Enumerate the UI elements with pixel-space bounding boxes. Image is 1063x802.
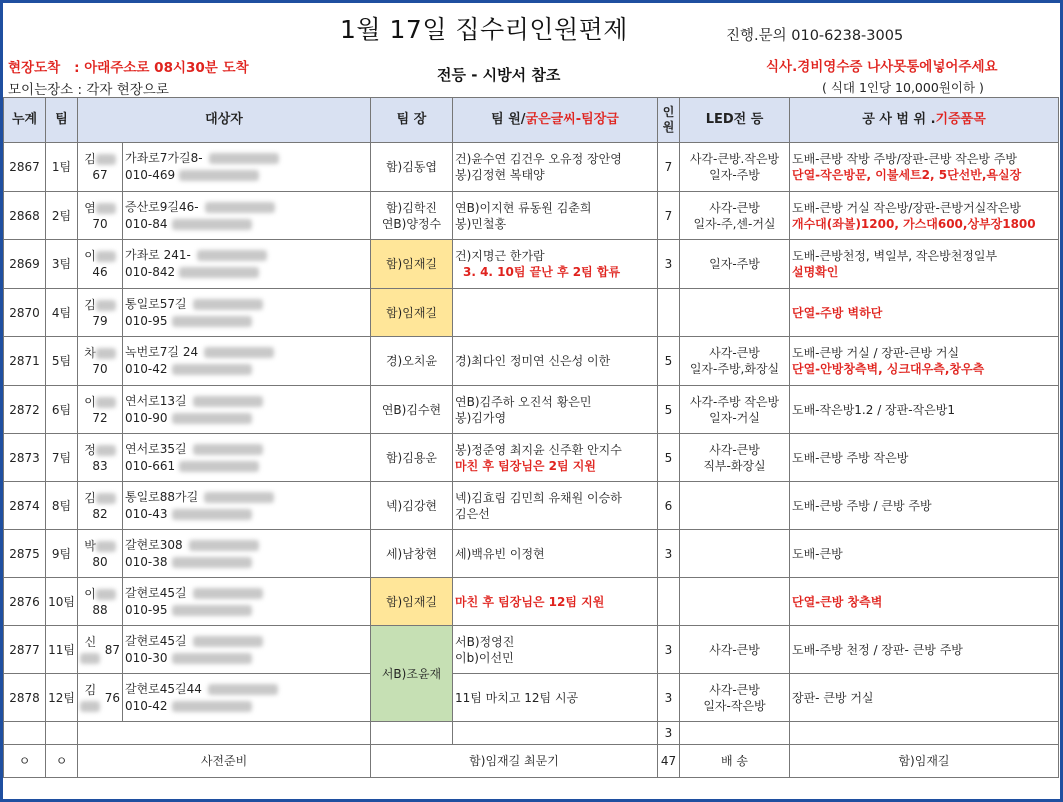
- empty-cell: [680, 722, 790, 745]
- recipient-name: 정: [84, 442, 96, 457]
- redacted-phone: [172, 605, 252, 616]
- redacted-phone: [172, 413, 252, 424]
- members-cell: [453, 289, 658, 337]
- count-cell: 6: [658, 482, 680, 530]
- members-cell: [453, 240, 658, 289]
- scope-cell: [790, 674, 1059, 722]
- scope-line-1: 도배-큰방 거실 / 장판-큰방 거실: [792, 346, 960, 360]
- team-cell: 10팀: [46, 578, 78, 626]
- col-target: 대상자: [78, 98, 371, 143]
- led-cell: 사각-큰방 일자-주방,화장실: [680, 337, 790, 386]
- count-cell: 3: [658, 674, 680, 722]
- count-cell: 5: [658, 386, 680, 434]
- redacted-address: [204, 347, 274, 358]
- address: 녹번로7길 24: [125, 345, 199, 359]
- recipient-age: 83: [92, 458, 108, 473]
- seq-cell: 2878: [4, 674, 46, 722]
- recipient-name: 박: [84, 538, 96, 553]
- recipient-age: 70: [92, 216, 108, 231]
- seq-cell: 2871: [4, 337, 46, 386]
- address: 통일로57길: [125, 296, 187, 311]
- recipient-name-cell: [78, 674, 123, 722]
- team-cell: 9팀: [46, 530, 78, 578]
- members-cell: [453, 530, 658, 578]
- seq-cell: 2873: [4, 434, 46, 482]
- empty-cell: [453, 722, 658, 745]
- recipient-name: 김: [84, 297, 96, 312]
- redacted-phone: [172, 219, 252, 230]
- leader-cell: 넥)김강현: [371, 482, 453, 530]
- address-cell: [123, 289, 371, 337]
- seq-cell: 2875: [4, 530, 46, 578]
- seq-cell: 2868: [4, 192, 46, 240]
- contact-info: 진행.문의 010-6238-3005: [726, 28, 904, 44]
- members-line-2: 마친 후 팀장님은 12팀 지원: [455, 594, 605, 609]
- redacted-name: [96, 541, 116, 552]
- count-cell: 7: [658, 192, 680, 240]
- address-cell: [123, 578, 371, 626]
- arrival-text: : 아래주소로 08시30분 도착: [74, 60, 249, 76]
- recipient-age: 72: [92, 410, 108, 425]
- scope-line-2: 단열-주방 벽하단: [792, 305, 883, 320]
- led-cell: [680, 289, 790, 337]
- table-row: [4, 482, 1059, 530]
- redacted-name: [96, 348, 116, 359]
- table-row: [4, 578, 1059, 626]
- members-line-2: 이b)이선민: [455, 650, 514, 665]
- leader-cell: 경)오치윤: [371, 337, 453, 386]
- scope-line-1: 도배-큰방 주방 / 큰방 주방: [792, 498, 932, 513]
- recipient-name: 김: [84, 682, 97, 697]
- members-cell: [453, 578, 658, 626]
- members-line-2: 마친 후 팀장님은 2팀 지원: [455, 458, 596, 473]
- address-cell: [123, 240, 371, 289]
- phone: 010-90: [125, 410, 168, 425]
- scope-cell: [790, 578, 1059, 626]
- address: 증산로9길46-: [125, 199, 199, 214]
- table-row: [4, 386, 1059, 434]
- address: 갈현로308: [125, 537, 183, 552]
- redacted-address: [193, 444, 263, 455]
- total-count: 47: [658, 745, 680, 778]
- leader-cell: 연B)김수현: [371, 386, 453, 434]
- address-cell: [123, 674, 371, 722]
- recipient-name: 이: [84, 586, 96, 601]
- redacted-address: [208, 684, 278, 695]
- count-cell: 3: [658, 240, 680, 289]
- redacted-name: [96, 445, 116, 456]
- scope-line-2: 단열-작은방문, 이불세트2, 5단선반,욕실장: [792, 168, 1022, 182]
- members-line-2: 봉)김정현 복태양: [455, 168, 545, 182]
- redacted-address: [189, 540, 259, 551]
- recipient-age: 82: [92, 506, 108, 521]
- leader-cell: 함)임재길: [371, 578, 453, 626]
- scope-line-1: 도배-큰방천정, 벽일부, 작은방천정일부: [792, 249, 998, 263]
- leader-cell: 세)남창현: [371, 530, 453, 578]
- col-members: 팀 원/굵은글씨-팀장급: [453, 98, 658, 143]
- prep-label: 사전준비: [78, 745, 371, 778]
- recipient-age: 80: [92, 554, 108, 569]
- address: 갈현로45길: [125, 633, 187, 648]
- address-cell: [123, 192, 371, 240]
- table-row: [4, 626, 1059, 674]
- team-cell: 11팀: [46, 626, 78, 674]
- team-cell: 8팀: [46, 482, 78, 530]
- members-cell: [453, 386, 658, 434]
- address-cell: [123, 482, 371, 530]
- leader-cell: 서B)조윤재: [371, 626, 453, 722]
- scope-line-1: 도배-주방 천정 / 장판- 큰방 주방: [792, 642, 963, 657]
- leader-cell: 함)임재길: [371, 289, 453, 337]
- address-cell: [123, 434, 371, 482]
- scope-line-1: 도배-큰방 주방 작은방: [792, 450, 909, 465]
- spacer-count: 3: [658, 722, 680, 745]
- col-team: 팀: [46, 98, 78, 143]
- seq-cell: 2867: [4, 143, 46, 192]
- members-cell: [453, 337, 658, 386]
- empty-cell: [371, 722, 453, 745]
- redacted-name: [96, 203, 116, 214]
- address-cell: [123, 143, 371, 192]
- recipient-name-cell: [78, 240, 123, 289]
- recipient-name-cell: [78, 192, 123, 240]
- members-line-1: 연B)이지현 류동원 김춘희: [455, 200, 592, 215]
- led-cell: [680, 578, 790, 626]
- recipient-name: 김: [84, 490, 96, 505]
- redacted-name: [96, 300, 116, 311]
- assignment-table: [3, 97, 1059, 778]
- count-cell: [658, 289, 680, 337]
- led-cell: 사각-주방 작은방 일자-거실: [680, 386, 790, 434]
- phone: 010-95: [125, 602, 168, 617]
- scope-line-1: 도배-큰방 거실 작은방/장판-큰방거실작은방: [792, 200, 1021, 215]
- count-cell: 3: [658, 626, 680, 674]
- recipient-name-cell: [78, 337, 123, 386]
- col-leader: 팀 장: [371, 98, 453, 143]
- redacted-name: [96, 154, 116, 165]
- table-row: [4, 143, 1059, 192]
- scope-cell: [790, 192, 1059, 240]
- recipient-name-cell: [78, 434, 123, 482]
- recipient-age: 87: [104, 642, 120, 657]
- led-cell: 사각-큰방: [680, 626, 790, 674]
- members-cell: [453, 192, 658, 240]
- redacted-address: [209, 153, 279, 164]
- members-cell: [453, 674, 658, 722]
- recipient-name-cell: [78, 626, 123, 674]
- recipient-age: 67: [92, 168, 108, 182]
- scope-cell: [790, 240, 1059, 289]
- team-cell: 1팀: [46, 143, 78, 192]
- team-cell: 3팀: [46, 240, 78, 289]
- recipient-age: 79: [92, 313, 108, 328]
- recipient-name-cell: [78, 143, 123, 192]
- team-cell: 7팀: [46, 434, 78, 482]
- phone: 010-84: [125, 216, 168, 231]
- phone: 010-42: [125, 362, 168, 376]
- redacted-phone: [172, 364, 252, 375]
- scope-line-2: 단열-안방창측벽, 싱크대우측,창우측: [792, 362, 985, 376]
- phone: 010-661: [125, 458, 176, 473]
- footer-c1: ㅇ: [4, 745, 46, 778]
- leader-cell: 함)임재길: [371, 240, 453, 289]
- seq-cell: 2872: [4, 386, 46, 434]
- recipient-name: 이: [84, 249, 96, 263]
- recipient-name-cell: [78, 386, 123, 434]
- recipient-name: 차: [84, 346, 96, 360]
- table-row: [4, 674, 1059, 722]
- phone: 010-842: [125, 265, 176, 279]
- members-line-1: 서B)정영진: [455, 634, 515, 649]
- redacted-name: [96, 251, 116, 262]
- members-line-2: 봉)김가영: [455, 410, 507, 425]
- delivery-label: 배 송: [680, 745, 790, 778]
- members-cell: [453, 143, 658, 192]
- members-line-1: 11팀 마치고 12팀 시공: [455, 690, 579, 705]
- count-cell: 7: [658, 143, 680, 192]
- seq-cell: 2876: [4, 578, 46, 626]
- address: 통일로88가길: [125, 489, 199, 504]
- phone: 010-95: [125, 313, 168, 328]
- members-line-1: 건)지명근 한가람: [455, 249, 545, 263]
- scope-cell: [790, 143, 1059, 192]
- members-cell: [453, 434, 658, 482]
- redacted-phone: [172, 557, 252, 568]
- redacted-phone: [172, 316, 252, 327]
- col-seq: 누계: [4, 98, 46, 143]
- led-cell: 사각-큰방 일자-주,센-거실: [680, 192, 790, 240]
- led-cell: 일자-주방: [680, 240, 790, 289]
- team-cell: 2팀: [46, 192, 78, 240]
- seq-cell: 2877: [4, 626, 46, 674]
- spacer-row: [4, 722, 1059, 745]
- recipient-age: 70: [92, 362, 108, 376]
- table-row: [4, 289, 1059, 337]
- redacted-name: [96, 397, 116, 408]
- address-cell: [123, 337, 371, 386]
- phone: 010-38: [125, 554, 168, 569]
- count-cell: 5: [658, 434, 680, 482]
- address-cell: [123, 386, 371, 434]
- redacted-phone: [172, 701, 252, 712]
- recipient-name: 염: [84, 200, 96, 215]
- led-cell: 사각-큰방.작은방 일자-주방: [680, 143, 790, 192]
- shopping-person: 함)임재길 최문기: [371, 745, 658, 778]
- subtitle: 전등 - 시방서 참조: [437, 66, 561, 84]
- members-line-1: 봉)정준영 최지윤 신주환 안지수: [455, 442, 622, 457]
- col-scope: 공 사 범 위 .기증품목: [790, 98, 1059, 143]
- redacted-address: [193, 396, 263, 407]
- table-row: [4, 240, 1059, 289]
- redacted-address: [197, 250, 267, 261]
- redacted-name: [80, 701, 100, 712]
- recipient-name-cell: [78, 530, 123, 578]
- redacted-address: [204, 492, 274, 503]
- footer-c2: ㅇ: [46, 745, 78, 778]
- col-count: 인원: [658, 98, 680, 143]
- phone: 010-30: [125, 650, 168, 665]
- scope-cell: [790, 626, 1059, 674]
- address-cell: [123, 530, 371, 578]
- members-line-1: 경)최다인 정미연 신은성 이한: [455, 354, 611, 368]
- members-line-2: 봉)민철홍: [455, 216, 507, 231]
- scope-line-1: 도배-작은방1.2 / 장판-작은방1: [792, 402, 955, 417]
- empty-cell: [790, 722, 1059, 745]
- meal-limit: ( 식대 1인당 10,000원이하 ): [822, 80, 984, 95]
- members-cell: [453, 482, 658, 530]
- address: 가좌로 241-: [125, 248, 191, 262]
- led-cell: 사각-큰방 일자-작은방: [680, 674, 790, 722]
- empty-cell: [78, 722, 371, 745]
- delivery-person: 함)임재길: [790, 745, 1059, 778]
- address: 갈현로45길: [125, 585, 187, 600]
- redacted-name: [96, 493, 116, 504]
- phone: 010-469: [125, 168, 176, 182]
- count-cell: [658, 578, 680, 626]
- recipient-name: 이: [84, 394, 96, 409]
- table-row: [4, 337, 1059, 386]
- recipient-name: 김: [84, 152, 96, 166]
- scope-note: 기증품목: [935, 112, 986, 127]
- scope-cell: [790, 386, 1059, 434]
- redacted-address: [205, 202, 275, 213]
- recipient-name: 신: [84, 634, 97, 649]
- table-row: [4, 192, 1059, 240]
- members-line-1: 연B)김주하 오진석 황은민: [455, 394, 592, 409]
- scope-line-2: 개수대(좌볼)1200, 가스대600,상부장1800: [792, 216, 1036, 231]
- scope-cell: [790, 434, 1059, 482]
- scope-line-1: 도배-큰방: [792, 546, 843, 561]
- meal-note: 식사.경비영수증 나사못통에넣어주세요: [766, 59, 998, 75]
- meeting-place: 모이는장소 : 각자 현장으로: [8, 82, 169, 98]
- table-row: [4, 530, 1059, 578]
- recipient-age: 88: [92, 602, 108, 617]
- recipient-name-cell: [78, 289, 123, 337]
- leader-cell: 함)김동엽: [371, 143, 453, 192]
- scope-line-1: 도배-큰방 작방 주방/장판-큰방 작은방 주방: [792, 152, 1018, 166]
- recipient-age: 46: [92, 265, 108, 279]
- redacted-name: [96, 589, 116, 600]
- redacted-phone: [179, 267, 259, 278]
- scope-line-2: 설명확인: [792, 265, 839, 279]
- table-row: [4, 434, 1059, 482]
- empty-cell: [4, 722, 46, 745]
- seq-cell: 2870: [4, 289, 46, 337]
- leader-cell: 함)김용운: [371, 434, 453, 482]
- members-note: 굵은글씨-팀장급: [525, 112, 619, 127]
- footer-row: [4, 745, 1059, 778]
- address: 연서로13길: [125, 393, 187, 408]
- recipient-name-cell: [78, 482, 123, 530]
- count-cell: 5: [658, 337, 680, 386]
- redacted-phone: [172, 653, 252, 664]
- scope-cell: [790, 482, 1059, 530]
- members-line-1: 건)윤수연 김건우 오유정 장안영: [455, 152, 622, 166]
- recipient-age: 76: [104, 690, 120, 705]
- address: 갈현로45길44: [125, 681, 202, 696]
- redacted-phone: [172, 509, 252, 520]
- members-cell: [453, 626, 658, 674]
- members-line-2: 김은선: [455, 506, 490, 521]
- redacted-phone: [179, 170, 259, 181]
- scope-line-2: 단열-큰방 창측벽: [792, 594, 883, 609]
- members-line-1: 넥)김효림 김민희 유채원 이승하: [455, 490, 622, 505]
- team-cell: 12팀: [46, 674, 78, 722]
- phone: 010-42: [125, 698, 168, 713]
- count-cell: 3: [658, 530, 680, 578]
- redacted-phone: [179, 461, 259, 472]
- led-cell: [680, 482, 790, 530]
- redacted-address: [193, 636, 263, 647]
- leader-cell: 함)김학진 연B)양정수: [371, 192, 453, 240]
- redacted-address: [193, 299, 263, 310]
- address-cell: [123, 626, 371, 674]
- led-cell: [680, 530, 790, 578]
- team-cell: 6팀: [46, 386, 78, 434]
- scope-cell: [790, 289, 1059, 337]
- team-cell: 5팀: [46, 337, 78, 386]
- address: 가좌로7가길8-: [125, 151, 203, 165]
- members-line-2: 3. 4. 10팀 끝난 후 2팀 합류: [463, 265, 621, 279]
- address: 연서로35길: [125, 441, 187, 456]
- team-cell: 4팀: [46, 289, 78, 337]
- redacted-address: [193, 588, 263, 599]
- empty-cell: [46, 722, 78, 745]
- scope-line-1: 장판- 큰방 거실: [792, 690, 874, 705]
- scope-cell: [790, 337, 1059, 386]
- led-cell: 사각-큰방 직부-화장실: [680, 434, 790, 482]
- scope-cell: [790, 530, 1059, 578]
- col-led: LED전 등: [680, 98, 790, 143]
- recipient-name-cell: [78, 578, 123, 626]
- arrival-notice: [8, 56, 249, 76]
- arrival-label: 현장도착: [8, 60, 61, 76]
- redacted-name: [80, 653, 100, 664]
- seq-cell: 2874: [4, 482, 46, 530]
- phone: 010-43: [125, 506, 168, 521]
- page-title: 1월 17일 집수리인원편제: [340, 15, 628, 44]
- seq-cell: 2869: [4, 240, 46, 289]
- members-line-1: 세)백유빈 이정현: [455, 546, 545, 561]
